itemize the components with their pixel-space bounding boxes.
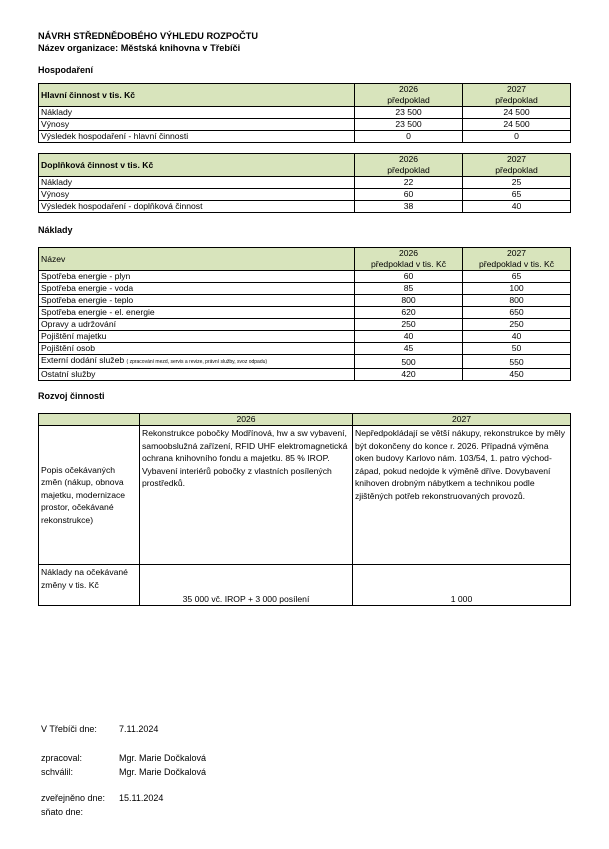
table-row <box>39 271 571 283</box>
section-rozvoj: Rozvoj činnosti <box>38 391 105 401</box>
section-naklady: Náklady <box>38 225 73 235</box>
row-label: Spotřeba energie - teplo <box>39 295 355 307</box>
value-2027: 65 <box>463 189 571 201</box>
table-header-row <box>39 414 571 426</box>
value-2027: 50 <box>463 343 571 355</box>
table-row <box>39 177 571 189</box>
published-label: zveřejněno dne: <box>41 793 106 803</box>
row-label: Ostatní služby <box>39 369 355 381</box>
table-row <box>39 189 571 201</box>
row-label: Opravy a udržování <box>39 319 355 331</box>
table-row <box>39 201 571 213</box>
value-2027: 0 <box>463 131 571 143</box>
dev-description-2027: Nepředpokládají se větší nákupy, rekonstrukce by měly být dokončeny do konce r. 2026. Případná výměna oken budovy Karlovo nám. 103/54, 1. patro východ-západ, pokud nedojde k výměně dříve. Dovybavení knihoven drobným nábytkem a technikou podle zjištěných potřeb rekonstruovaných provozů. <box>353 426 571 565</box>
value-2026: 800 <box>355 295 463 307</box>
value-2026: 250 <box>355 319 463 331</box>
row-label: Externí dodání služeb ( zpracování mezd, servis a revize, právní služby, svoz odpadu) <box>39 355 355 369</box>
dev-cost-label: Náklady na očekávané změny v tis. Kč <box>39 565 140 606</box>
document-page <box>38 30 570 606</box>
document-title: NÁVRH STŘEDNĚDOBÉHO VÝHLEDU ROZPOČTU <box>38 31 259 41</box>
table-row <box>39 131 571 143</box>
value-2026: 38 <box>355 201 463 213</box>
costs-table-header: Název <box>39 248 355 271</box>
main-col1-header: 2026 předpoklad <box>355 84 463 107</box>
prepared-value: Mgr. Marie Dočkalová <box>119 753 207 763</box>
value-2026: 23 500 <box>355 107 463 119</box>
approved-label: schválil: <box>41 767 74 777</box>
row-note: ( zpracování mezd, servis a revize, právní služby, svoz odpadu) <box>126 359 268 365</box>
dev-description-2026: Rekonstrukce pobočky Modřínová, hw a sw vybavení, samoobslužná zařízení, RFID UHF elektromagnetická ochrana knihovního fondu a majetku. 85 % IROP. Vybavení interiérů pobočky z vlastních posílených prostředků. <box>140 426 353 565</box>
side-col1-header: 2026 předpoklad <box>355 154 463 177</box>
table-row <box>39 369 571 381</box>
table-row <box>39 107 571 119</box>
value-2027: 250 <box>463 319 571 331</box>
row-label: Výnosy <box>39 189 355 201</box>
value-2026: 85 <box>355 283 463 295</box>
row-label: Pojištění majetku <box>39 331 355 343</box>
table-row <box>39 307 571 319</box>
main-col2-header: 2027 předpoklad <box>463 84 571 107</box>
value-2027: 25 <box>463 177 571 189</box>
costs-col2-header: 2027 předpoklad v tis. Kč <box>463 248 571 271</box>
row-label: Pojištění osob <box>39 343 355 355</box>
published-value: 15.11.2024 <box>119 793 164 803</box>
place-date-label: V Třebíči dne: <box>41 724 97 734</box>
value-2026: 420 <box>355 369 463 381</box>
table-row <box>39 355 571 369</box>
value-2026: 60 <box>355 189 463 201</box>
value-2027: 450 <box>463 369 571 381</box>
row-label: Náklady <box>39 177 355 189</box>
development-table <box>38 413 571 606</box>
table-header-row <box>39 84 571 107</box>
place-date-value: 7.11.2024 <box>119 724 159 734</box>
dev-header-empty <box>39 414 140 426</box>
prepared-label: zpracoval: <box>41 753 83 763</box>
value-2026: 40 <box>355 331 463 343</box>
value-2027: 650 <box>463 307 571 319</box>
value-2026: 45 <box>355 343 463 355</box>
table-row <box>39 343 571 355</box>
value-2026: 0 <box>355 131 463 143</box>
table-row <box>39 283 571 295</box>
value-2027: 40 <box>463 201 571 213</box>
row-label: Výnosy <box>39 119 355 131</box>
row-label: Spotřeba energie - el. energie <box>39 307 355 319</box>
value-2027: 550 <box>463 355 571 369</box>
dev-description-label: Popis očekávaných změn (nákup, obnova majetku, modernizace prostor, očekávané rekonstrukce) <box>39 426 140 565</box>
value-2026: 23 500 <box>355 119 463 131</box>
dev-cost-2027: 1 000 <box>353 565 571 606</box>
side-table-header: Doplňková činnost v tis. Kč <box>39 154 355 177</box>
main-activity-table <box>38 83 571 143</box>
organization-line: Název organizace: Městská knihovna v Třebíči <box>38 43 241 53</box>
costs-col1-header: 2026 předpoklad v tis. Kč <box>355 248 463 271</box>
row-label: Spotřeba energie - voda <box>39 283 355 295</box>
value-2026: 620 <box>355 307 463 319</box>
value-2027: 100 <box>463 283 571 295</box>
value-2026: 500 <box>355 355 463 369</box>
dev-year-2027: 2027 <box>353 414 571 426</box>
value-2027: 24 500 <box>463 107 571 119</box>
dev-cost-2026: 35 000 vč. IROP + 3 000 posílení <box>140 565 353 606</box>
row-label: Spotřeba energie - plyn <box>39 271 355 283</box>
row-label: Výsledek hospodaření - doplňková činnost <box>39 201 355 213</box>
table-header-row <box>39 154 571 177</box>
table-row <box>39 319 571 331</box>
main-table-header: Hlavní činnost v tis. Kč <box>39 84 355 107</box>
table-row <box>39 565 571 606</box>
value-2027: 800 <box>463 295 571 307</box>
value-2027: 65 <box>463 271 571 283</box>
section-hospodareni: Hospodaření <box>38 65 94 75</box>
row-label: Náklady <box>39 107 355 119</box>
removed-label: sňato dne: <box>41 807 84 817</box>
table-header-row <box>39 248 571 271</box>
table-row <box>39 426 571 565</box>
dev-year-2026: 2026 <box>140 414 353 426</box>
value-2027: 24 500 <box>463 119 571 131</box>
table-row <box>39 119 571 131</box>
table-row <box>39 331 571 343</box>
value-2026: 22 <box>355 177 463 189</box>
side-col2-header: 2027 předpoklad <box>463 154 571 177</box>
value-2026: 60 <box>355 271 463 283</box>
approved-value: Mgr. Marie Dočkalová <box>119 767 207 777</box>
costs-table <box>38 247 571 381</box>
row-label: Výsledek hospodaření - hlavní činnosti <box>39 131 355 143</box>
side-activity-table <box>38 153 571 213</box>
value-2027: 40 <box>463 331 571 343</box>
table-row <box>39 295 571 307</box>
